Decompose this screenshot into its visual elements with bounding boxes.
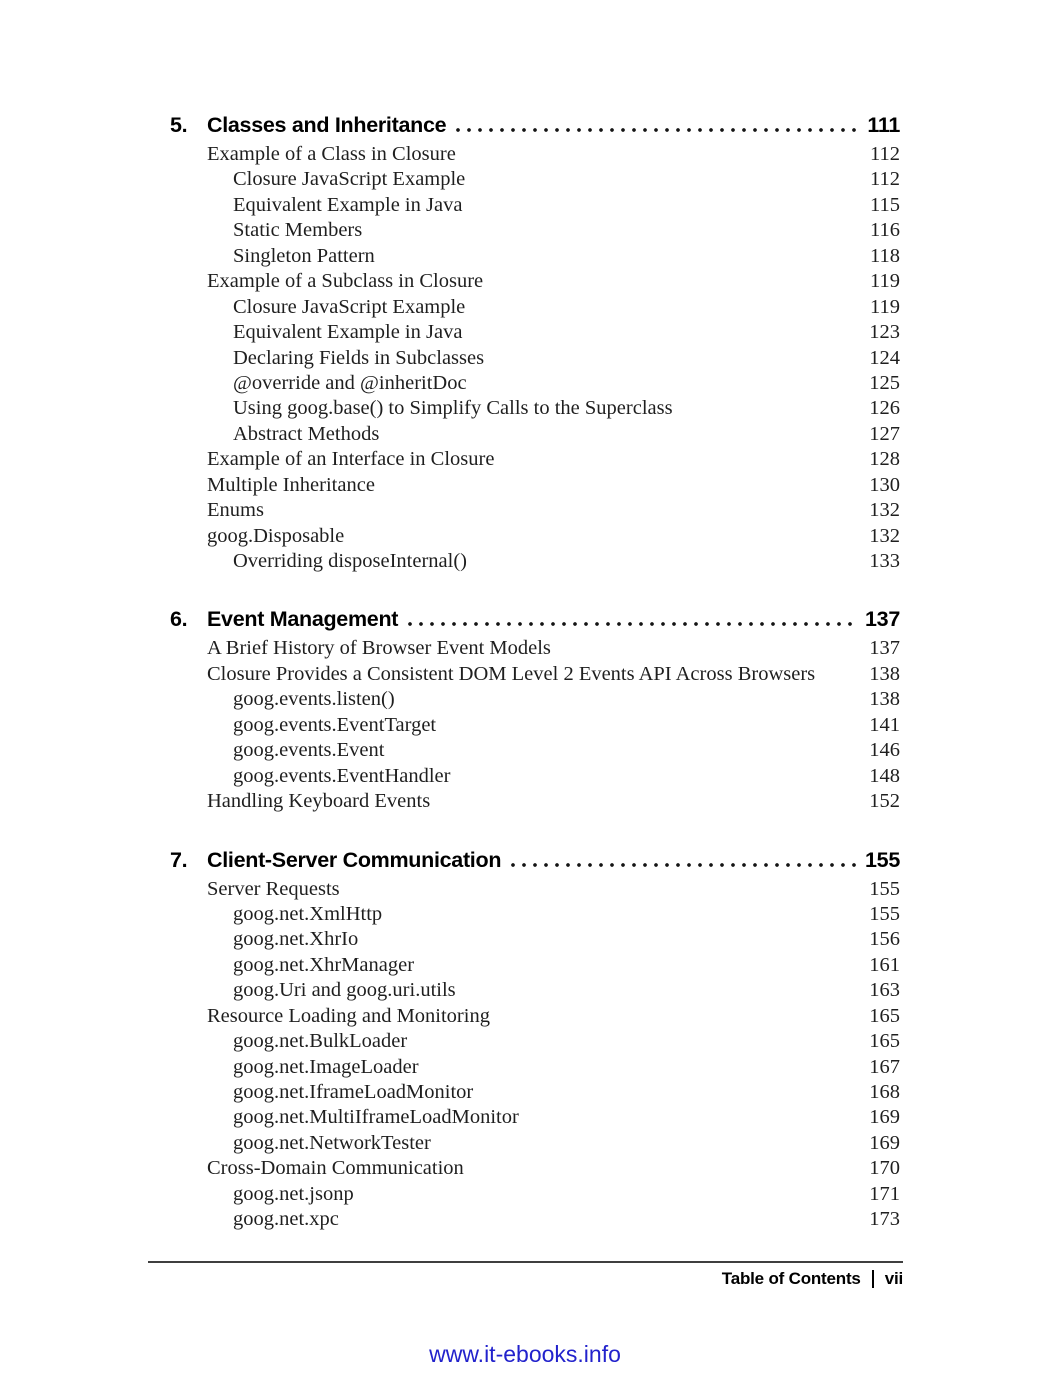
toc-entry [170, 397, 900, 422]
entry-label: Closure Provides a Consistent DOM Level 2 Events API Across Browsers [207, 662, 816, 685]
entry-label: goog.net.NetworkTester [233, 1131, 431, 1154]
entry-page-number: 118 [870, 244, 900, 267]
entry-label: Abstract Methods [233, 422, 380, 445]
entry-label: Closure JavaScript Example [233, 295, 466, 318]
entry-page-number: 126 [869, 397, 900, 420]
entry-page-number: 156 [869, 928, 900, 951]
entry-label: @override and @inheritDoc [233, 371, 467, 394]
entry-label: goog.net.IframeLoadMonitor [233, 1081, 474, 1103]
toc-entry [170, 954, 900, 979]
toc-entry [170, 245, 900, 270]
entry-page-number: 155 [869, 902, 900, 925]
toc-chapter [170, 606, 900, 815]
footer-section-label: Table of Contents [721, 1269, 861, 1288]
toc-entry [170, 347, 900, 372]
chapter-number: 7. [170, 847, 188, 872]
entry-label: Multiple Inheritance [207, 473, 375, 496]
toc-entry [170, 143, 900, 168]
entry-page-number: 152 [869, 790, 900, 813]
entry-page-number: 119 [870, 270, 900, 293]
entry-label: Cross-Domain Communication [207, 1157, 464, 1180]
entry-label: Enums [207, 499, 264, 522]
entry-label: goog.events.EventTarget [233, 713, 437, 736]
entry-label: goog.net.MultiIframeLoadMonitor [233, 1106, 519, 1129]
chapter-number: 6. [170, 607, 188, 632]
toc-entry [170, 448, 900, 473]
toc-entry [170, 525, 900, 550]
toc-entry [170, 1056, 900, 1081]
chapter-heading [170, 847, 900, 873]
entry-label: Using goog.base() to Simplify Calls to the Superclass [233, 397, 673, 420]
toc-entry [170, 1208, 900, 1233]
watermark-link[interactable]: www.it-ebooks.info [429, 1341, 621, 1367]
entry-page-number: 132 [869, 524, 900, 547]
toc-entry [170, 270, 900, 295]
entry-page-number: 170 [869, 1157, 900, 1180]
entry-page-number: 128 [869, 448, 900, 471]
dot-leader [456, 128, 859, 132]
chapter-page-number: 137 [865, 607, 900, 632]
toc-entry [170, 423, 900, 448]
toc-entry [170, 1030, 900, 1055]
entry-label: Example of an Interface in Closure [207, 448, 495, 471]
toc-entry [170, 1157, 900, 1182]
dot-leader [511, 863, 857, 867]
entry-label: Resource Loading and Monitoring [207, 1004, 490, 1027]
toc [170, 112, 900, 1234]
entry-page-number: 148 [869, 764, 900, 787]
toc-entry [170, 903, 900, 928]
entry-page-number: 171 [869, 1182, 900, 1205]
toc-entry [170, 1183, 900, 1208]
entry-page-number: 155 [869, 877, 900, 900]
entry-page-number: 127 [869, 422, 900, 445]
entry-label: goog.Disposable [207, 524, 345, 547]
entry-label: goog.net.xpc [233, 1208, 339, 1231]
footer [148, 1269, 903, 1289]
entry-label: goog.net.jsonp [233, 1182, 354, 1205]
entry-label: A Brief History of Browser Event Models [207, 637, 551, 660]
entry-page-number: 119 [870, 295, 900, 318]
entry-label: Equivalent Example in Java [233, 321, 463, 344]
entry-label: goog.events.EventHandler [233, 764, 451, 787]
chapter-heading [170, 606, 900, 632]
entry-page-number: 133 [869, 550, 900, 572]
entry-label: Overriding disposeInternal() [233, 550, 467, 572]
entry-label: Example of a Subclass in Closure [207, 270, 484, 293]
entry-label: goog.net.XhrIo [233, 928, 359, 951]
toc-entry [170, 550, 900, 575]
entry-page-number: 169 [869, 1131, 900, 1154]
entry-page-number: 169 [869, 1106, 900, 1129]
chapter-heading [170, 112, 900, 138]
chapter-number: 5. [170, 113, 188, 137]
entry-label: Example of a Class in Closure [207, 143, 456, 165]
footer-separator [872, 1270, 874, 1288]
toc-entry [170, 663, 900, 688]
entry-page-number: 116 [870, 219, 900, 242]
toc-chapter [170, 112, 900, 575]
entry-page-number: 138 [869, 662, 900, 685]
entry-label: goog.Uri and goog.uri.utils [233, 979, 456, 1002]
toc-entry [170, 637, 900, 662]
entry-label: goog.events.Event [233, 739, 385, 762]
entry-label: Singleton Pattern [233, 244, 375, 267]
toc-entry [170, 765, 900, 790]
chapter-page-number: 155 [865, 847, 900, 872]
toc-chapter [170, 847, 900, 1234]
entry-page-number: 138 [869, 688, 900, 711]
toc-entry [170, 1081, 900, 1106]
entry-label: Handling Keyboard Events [207, 790, 431, 813]
entry-label: Declaring Fields in Subclasses [233, 346, 485, 369]
dot-leader [408, 622, 857, 626]
entry-page-number: 165 [869, 1030, 900, 1053]
entry-label: Equivalent Example in Java [233, 193, 463, 216]
entry-label: goog.net.BulkLoader [233, 1030, 408, 1053]
entry-page-number: 112 [870, 143, 900, 165]
footer-rule [148, 1261, 903, 1263]
entry-page-number: 165 [869, 1004, 900, 1027]
toc-entry [170, 1132, 900, 1157]
toc-entry [170, 1005, 900, 1030]
toc-entry [170, 372, 900, 397]
toc-entry [170, 739, 900, 764]
entry-page-number: 125 [869, 371, 900, 394]
entry-page-number: 163 [869, 979, 900, 1002]
entry-page-number: 132 [869, 499, 900, 522]
chapter-title: Event Management [207, 607, 399, 632]
entry-page-number: 167 [869, 1055, 900, 1078]
toc-entry [170, 321, 900, 346]
toc-entry [170, 474, 900, 499]
toc-entry [170, 688, 900, 713]
entry-page-number: 123 [869, 321, 900, 344]
entry-page-number: 141 [869, 713, 900, 736]
toc-entry [170, 790, 900, 815]
chapter-title: Classes and Inheritance [207, 113, 447, 137]
toc-entry [170, 168, 900, 193]
toc-entry [170, 219, 900, 244]
toc-entry [170, 979, 900, 1004]
toc-entry [170, 296, 900, 321]
entry-label: goog.events.listen() [233, 688, 395, 711]
entry-page-number: 130 [869, 473, 900, 496]
chapter-title: Client-Server Communication [207, 847, 502, 872]
toc-entry [170, 1106, 900, 1131]
entry-page-number: 124 [869, 346, 900, 369]
chapter-page-number: 111 [867, 113, 900, 137]
entry-page-number: 161 [869, 953, 900, 976]
toc-entry [170, 194, 900, 219]
toc-entry [170, 928, 900, 953]
toc-entry [170, 714, 900, 739]
entry-label: Server Requests [207, 877, 340, 900]
entry-page-number: 115 [870, 193, 900, 216]
entry-page-number: 168 [869, 1081, 900, 1103]
footer-page-number: vii [884, 1269, 903, 1288]
toc-entry [170, 499, 900, 524]
entry-label: Static Members [233, 219, 363, 242]
entry-label: goog.net.XmlHttp [233, 902, 383, 925]
entry-label: Closure JavaScript Example [233, 168, 466, 191]
entry-page-number: 173 [869, 1208, 900, 1231]
toc-entry [170, 878, 900, 903]
entry-page-number: 137 [869, 637, 900, 660]
entry-page-number: 112 [870, 168, 900, 191]
entry-page-number: 146 [869, 739, 900, 762]
entry-label: goog.net.XhrManager [233, 953, 415, 976]
entry-label: goog.net.ImageLoader [233, 1055, 419, 1078]
